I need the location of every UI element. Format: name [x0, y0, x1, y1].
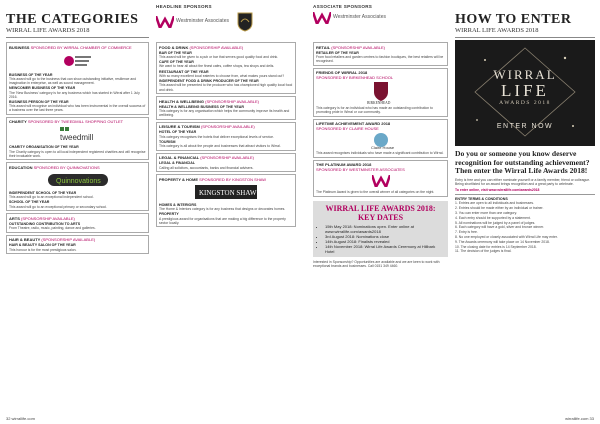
award-text: The Home & Interiors category is for any business that designs or decorates homes. — [159, 207, 286, 212]
terms-item: 1. Entries are open to all individuals and businesses. — [455, 201, 534, 206]
section-heading: FRIENDS OF WIRRAL 2018 — [316, 70, 368, 76]
left-column-3 — [313, 0, 448, 268]
award-text: This award will go to an exceptional independent school. — [9, 195, 94, 200]
enter-now-label: ENTER NOW — [496, 123, 554, 130]
terms-item: 5. All nominations will be judged by a panel of judges. — [455, 220, 536, 225]
claire-house-logo — [316, 131, 445, 151]
enter-intro: Entry is free and you can either nominate yourself or a family member, friend or colleague. Being shortlisted for an award brings recognition and a great party to celebrate. — [455, 177, 591, 186]
award-name: LEGAL & FINANCIAL — [159, 161, 196, 166]
award-text: This award will be presented to the producer who has championed high quality local food and drink. — [159, 83, 293, 92]
award-name: HOTEL OF THE YEAR — [159, 130, 197, 135]
award-text: The 'New Business' category is for any business which has started in Wirral after 1 July 2016. — [9, 90, 140, 99]
terms-item: 10. The closing date for entries is 14 September 2018. — [455, 244, 537, 249]
feature-title: WIRRAL LIFE AWARDS 2018 — [493, 67, 557, 106]
terms-item: 9. The Awards ceremony will take place on 14 November 2018. — [455, 239, 550, 244]
section-heading: PROPERTY & HOME — [159, 176, 199, 182]
left-footer: 32 wirrallife.com — [6, 416, 35, 421]
award-text: This award will go to an exceptional primary or secondary school. — [9, 204, 107, 209]
right-column — [455, 0, 595, 254]
award-text: Calling all solicitors, accountants, banks and financial advisers. — [159, 165, 254, 170]
westminster-logo — [316, 172, 445, 190]
award-text: The Charity category is open to all local independent registered charities and will recognise their invaluable work. — [9, 149, 146, 158]
sponsor-label: (SPONSORSHIP AVAILABLE) — [189, 44, 244, 50]
section-heading: LIFETIME ACHIEVEMENT AWARD 2018 — [316, 121, 391, 127]
enter-url[interactable]: To enter online, visit www.wirrallife.com/awards2018 — [455, 187, 540, 192]
right-footer: wirrallife.com 33 — [565, 416, 594, 421]
sponsor-label: SPONSORED BY WESTMINSTER ASSOCIATES — [316, 167, 405, 173]
sponsor-label: (SPONSORSHIP AVAILABLE) — [205, 98, 259, 104]
page-title: THE CATEGORIES — [6, 12, 139, 27]
section-heading: HAIR & BEAUTY — [9, 237, 41, 243]
section-heading: BUSINESS — [9, 44, 30, 50]
category-property — [156, 174, 296, 227]
award-text: This category is all about the people and businesses that attract visitors to Wirral. — [159, 144, 281, 149]
sponsor-label: SPONSORED BY BIRKENHEAD SCHOOL — [316, 75, 394, 81]
associate-sponsors — [313, 0, 448, 42]
category-friends — [313, 68, 448, 117]
section-heading: HEALTH & WELLBEING — [159, 98, 205, 104]
terms-item: 4. Each entry should be supported by a statement. — [455, 215, 531, 220]
how-to-enter-subtitle: WIRRAL LIFE AWARDS 2018 — [455, 27, 595, 38]
terms-item: 6. Each category will have a gold, silver and bronze winner. — [455, 225, 544, 230]
award-name: INDEPENDENT SCHOOL OF THE YEAR — [9, 190, 77, 195]
page-subtitle: WIRRAL LIFE AWARDS 2018 — [6, 27, 149, 38]
headline-sponsor-label: HEADLINE SPONSORS — [156, 4, 212, 9]
category-charity — [6, 117, 149, 161]
award-name: BUSINESS OF THE YEAR — [9, 72, 53, 77]
svg-text:tweedmill: tweedmill — [59, 133, 93, 143]
awards-feature-image — [455, 40, 595, 146]
westminster-logo: Westminster Associates — [313, 12, 448, 24]
award-name: BAR OF THE YEAR — [159, 50, 192, 55]
award-text: With so many excellent local eateries to choose from, what makes yours stand out? — [159, 73, 285, 78]
westminster-logo: Westminster Associates — [156, 16, 229, 28]
award-name: RETAILER OF THE YEAR — [316, 50, 359, 55]
award-text: This category is for any organisation which helps the community improve its health and wellbeing. — [159, 109, 290, 118]
section-heading: EDUCATION — [9, 164, 33, 170]
sponsor-label: (SPONSORSHIP AVAILABLE) — [200, 124, 255, 130]
category-education — [6, 162, 149, 211]
award-name: RESTAURANT OF THE YEAR — [159, 69, 209, 74]
sponsor-label: SPONSORED BY KINGSTON SHAW — [199, 176, 266, 182]
key-dates-title: WIRRAL LIFE AWARDS 2018: KEY DATES — [325, 203, 436, 222]
sponsor-label: SPONSORED BY CLAIRE HOUSE — [316, 126, 379, 132]
award-name: SCHOOL OF THE YEAR — [9, 200, 50, 205]
associate-sponsor-label: ASSOCIATE SPONSORS — [313, 4, 373, 9]
award-text: This award will be given to a pub or bar that serves good quality food and drink. — [159, 54, 279, 59]
section-heading: LEISURE & TOURISM — [159, 124, 200, 130]
sponsor-label: (SPONSORSHIP AVAILABLE) — [41, 237, 96, 243]
award-name: CHARITY ORGANISATION OF THE YEAR — [9, 145, 79, 150]
sponsor-label: (SPONSORSHIP AVAILABLE) — [200, 155, 254, 161]
headline-sponsors — [156, 0, 296, 42]
section-heading: THE PLATINUM AWARD 2018 — [316, 162, 372, 168]
category-leisure — [156, 122, 296, 151]
terms-list — [455, 201, 595, 253]
section-heading: RETAIL — [316, 44, 331, 50]
award-text: This award recognises individuals who have made a significant contribution to Wirral. — [316, 151, 444, 156]
award-name: TOURISM — [159, 139, 176, 144]
svg-text:Claire House: Claire House — [370, 145, 394, 151]
award-name: CAFE OF THE YEAR — [159, 60, 194, 64]
category-health — [156, 96, 296, 120]
sponsor-label: (SPONSORSHIP AVAILABLE) — [21, 215, 75, 221]
terms-item: 2. Entries should be made either by an individual or trainer. — [455, 206, 544, 211]
sponsorship-note: Interested in Sponsorship? Opportunities are available and we are keen to work with exceptional brands and businesses. Call 0151 349 4460. — [313, 259, 440, 269]
category-hair — [6, 235, 149, 255]
award-text: We want to hear all about the finest cafes, coffee shops, tea shops and delis. — [159, 64, 275, 69]
svg-text:Quinnovations: Quinnovations — [55, 177, 101, 185]
left-column-1 — [6, 0, 149, 256]
category-arts — [6, 213, 149, 233]
terms-item: 3. You can enter more than one category. — [455, 211, 517, 216]
birkenhead-school-logo — [316, 80, 445, 106]
kingston-shaw-logo — [159, 182, 293, 202]
enter-headline: Do you or someone you know deserve recognition for outstanding achievement? Then enter the Wirral Life Awards 2018! — [455, 149, 590, 176]
sponsor-label: SPONSORED BY QUINNOVATIONS — [33, 164, 100, 170]
award-text: From food retailers and garden centres to fashion boutiques, the best retailers will be recognised. — [316, 54, 444, 63]
lamborghini-badge-icon — [237, 12, 253, 32]
sponsor-label: SPONSORED BY WIRRAL CHAMBER OF COMMERCE — [30, 44, 132, 50]
award-text: This category recognises the hotels that deliver exceptional levels of service. — [159, 134, 274, 139]
key-date-item: • 3rd August 2018: Nominations close — [325, 234, 444, 239]
award-name: OUTSTANDING CONTRIBUTION TO ARTS — [9, 221, 81, 226]
award-name: PROPERTY — [159, 212, 179, 217]
how-to-enter-title: HOW TO ENTER — [455, 12, 572, 27]
category-business — [6, 42, 149, 115]
tweedmill-logo — [9, 124, 146, 144]
award-text: This award will recognise an individual who has been instrumental in the overall success of a business over the last three years. — [9, 104, 146, 113]
category-lifetime — [313, 119, 448, 158]
key-date-item: • 14th November 2018: Wirral Life Awards Ceremony at Hillbark Hotel — [325, 244, 444, 254]
award-text: This category is for an individual who has made an outstanding contribution to promoting pride in Wirral or our community. — [316, 106, 433, 115]
sponsor-label: SPONSORED BY TWEEDMILL SHOPPING OUTLET — [27, 119, 124, 125]
key-dates-panel — [313, 201, 448, 257]
award-name: HOMES & INTERIORS — [159, 202, 197, 207]
wirral-chamber-logo — [9, 50, 146, 72]
award-text: This award will go to the business that can show outstanding initiative, resilience and imagination in enterprise, as well as sound management. — [9, 76, 137, 85]
category-retail — [313, 42, 448, 66]
section-heading: FOOD & DRINK — [159, 44, 189, 50]
sponsor-label: (SPONSORSHIP AVAILABLE) — [331, 44, 385, 50]
section-heading: LEGAL & FINANCIAL — [159, 155, 200, 161]
category-food — [156, 42, 296, 94]
terms-item: 7. Entry is free. — [455, 230, 478, 235]
key-date-item: • 15th May 2018: Nominations open. Enter online at www.wirrallife.com/awards2018 — [325, 224, 444, 234]
terms-item: 11. The decision of the judges is final. — [455, 249, 512, 254]
key-date-item: • 14th August 2018: Finalists revealed — [325, 239, 444, 244]
category-platinum — [313, 160, 448, 197]
section-heading: ARTS — [9, 215, 20, 221]
award-name: NEWCOMER BUSINESS OF THE YEAR — [9, 86, 76, 91]
award-text: The Platinum Award is given to the overall winner of all categories on the night. — [316, 190, 435, 195]
quinnovations-logo — [9, 170, 146, 190]
terms-item: 8. No one employed or closely associated with Wirral Life may enter. — [455, 235, 558, 240]
svg-text:BIRKENHEAD: BIRKENHEAD — [366, 101, 390, 106]
left-column-2 — [156, 0, 296, 229]
award-text: This honour is for the most prestigious salon. — [9, 247, 77, 252]
section-heading: CHARITY — [9, 119, 27, 125]
svg-text:KINGSTON SHAW: KINGSTON SHAW — [199, 188, 257, 197]
award-name: HEALTH & WELLBEING BUSINESS OF THE YEAR — [159, 104, 244, 109]
award-text: A prestigious award for organisations that are making a big difference to the property sector locally. — [159, 216, 286, 225]
award-text: From Theatre, radio, music, painting, dance and galleries. — [9, 226, 96, 231]
category-legal — [156, 153, 296, 173]
award-name: BUSINESS PERSON OF THE YEAR — [9, 99, 69, 104]
award-name: INDEPENDENT FOOD & DRINK PRODUCER OF THE YEAR — [159, 79, 259, 83]
award-name: HAIR & BEAUTY SALON OF THE YEAR — [9, 243, 76, 248]
terms-title: ENTRY TERMS & CONDITIONS — [455, 197, 508, 202]
